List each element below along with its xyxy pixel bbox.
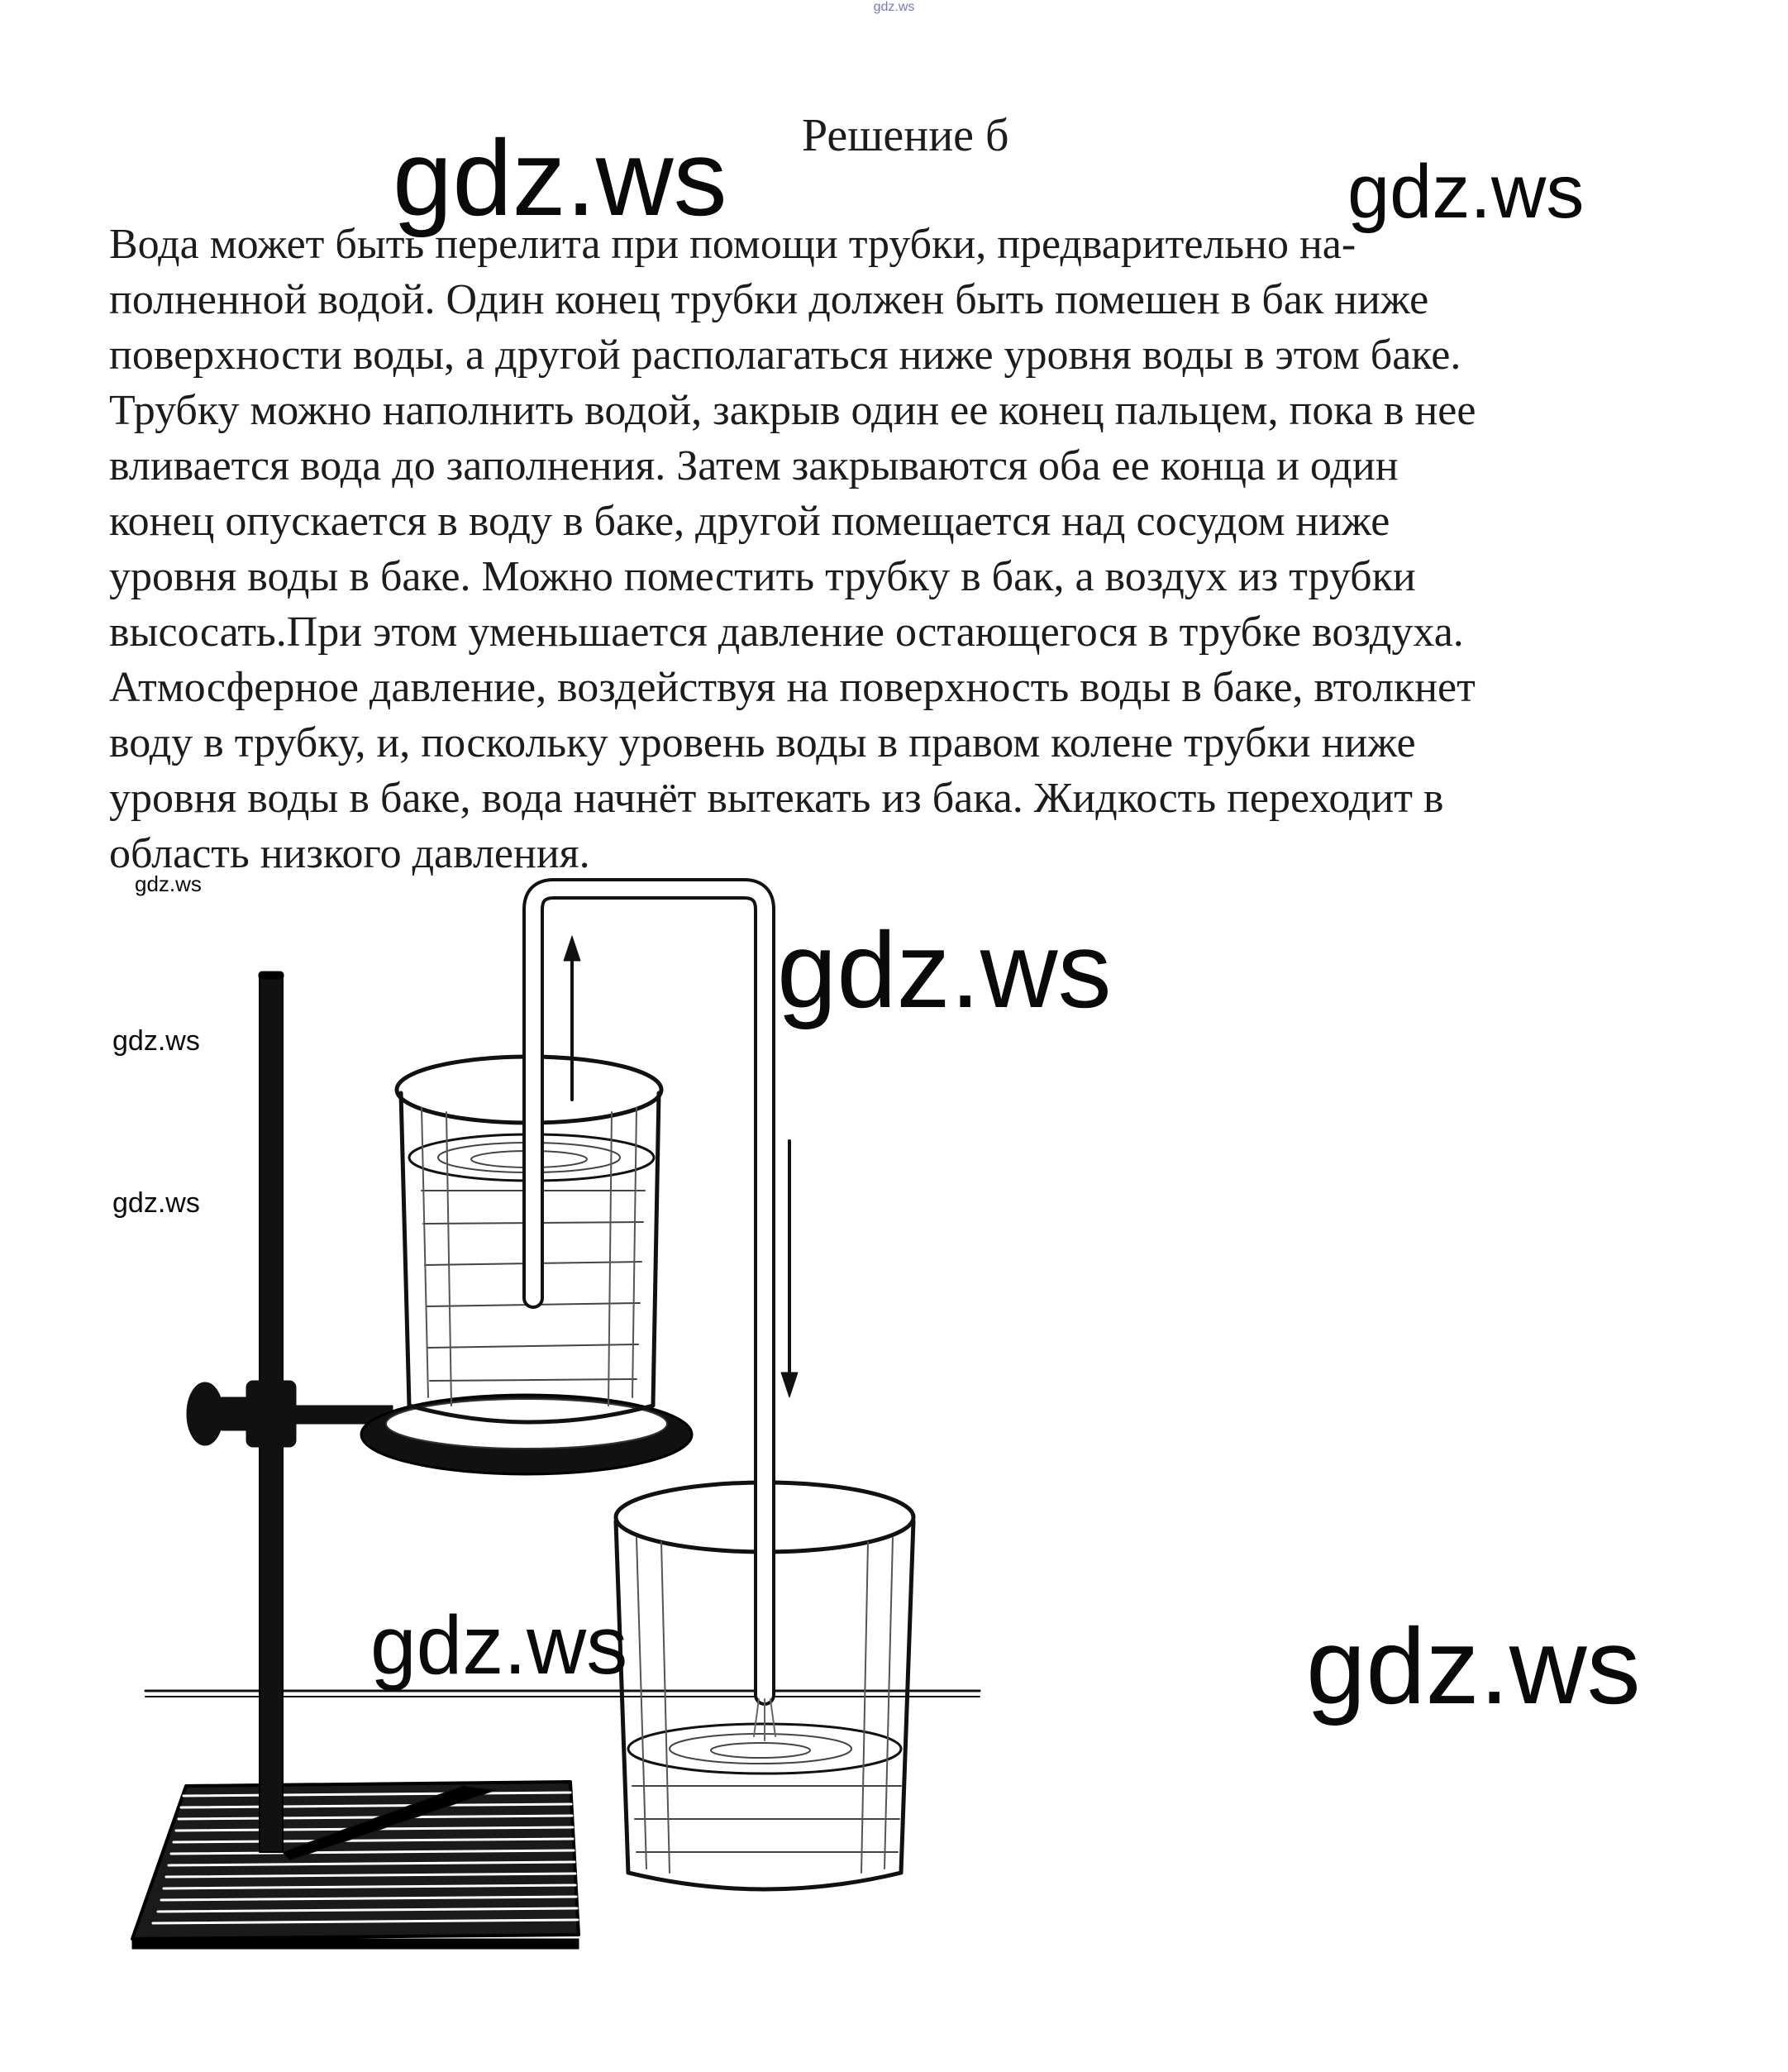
watermark: gdz.ws: [112, 1025, 200, 1057]
text-line: область низкого давления.: [109, 830, 590, 877]
text-line: вливается вода до заполнения. Затем закрываются оба ее конца и один: [109, 442, 1399, 489]
watermark: gdz.ws: [777, 909, 1112, 1030]
watermark: gdz.ws: [393, 117, 727, 238]
page-title: Решение б: [802, 110, 1009, 161]
text-line: уровня воды в баке, вода начнёт вытекать из бака. Жидкость переходит в: [109, 775, 1444, 822]
watermark: gdz.ws: [135, 871, 202, 896]
watermark: gdz.ws: [112, 1187, 200, 1219]
text-line: полненной водой. Один конец трубки должен быть помешен в бак ниже: [109, 276, 1429, 323]
text-line: воду в трубку, и, поскольку уровень воды в правом колене трубки ниже: [109, 719, 1416, 766]
text-line: высосать.При этом уменьшается давление остающегося в трубке воздуха.: [109, 609, 1464, 656]
text-line: Вода может быть перелита при помощи трубки, предварительно на-: [109, 221, 1356, 268]
text-line: конец опускается в воду в баке, другой помещается над сосудом ниже: [109, 498, 1390, 545]
text-line: Атмосферное давление, воздействуя на поверхность воды в баке, втолкнет: [109, 664, 1476, 711]
text-line: поверхности воды, а другой располагаться ниже уровня воды в этом баке.: [109, 332, 1461, 379]
top-watermark: gdz.ws: [873, 0, 915, 14]
watermark: gdz.ws: [1306, 1606, 1641, 1726]
watermark: gdz.ws: [370, 1599, 628, 1692]
text-line: Трубку можно наполнить водой, закрыв один ее конец пальцем, пока в нее: [109, 387, 1476, 434]
text-line: уровня воды в баке. Можно поместить трубку в бак, а воздух из трубки: [109, 553, 1416, 600]
watermark: gdz.ws: [1347, 150, 1585, 234]
